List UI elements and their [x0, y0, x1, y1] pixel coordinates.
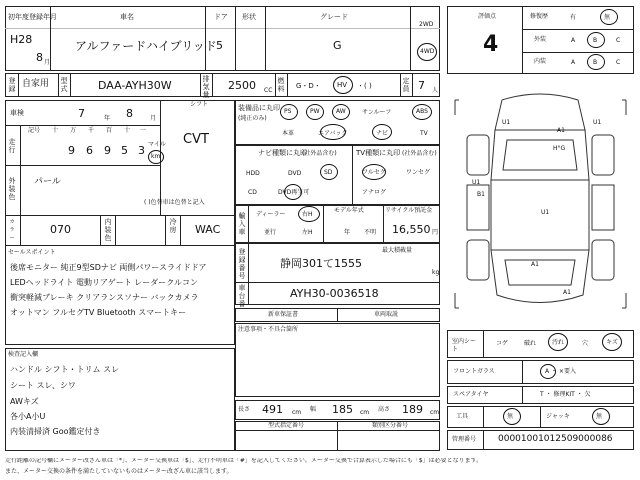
reg-month: 8 [36, 51, 43, 64]
mileage-unit-3: 百 [106, 127, 113, 134]
equipment-label: 装備品に丸印 [238, 104, 280, 112]
width-value: 185 [332, 403, 353, 416]
glass-options: A ・ ×要入 [545, 368, 576, 375]
fuel-options: G・D・ [296, 82, 321, 90]
inspection-month-unit: 月 [150, 115, 157, 122]
recycle-label: リサイクル預託金 [385, 207, 433, 214]
color-code-label: カラー [9, 219, 15, 241]
mileage-digit-2: 9 [104, 144, 111, 157]
tv-oneseg: ワンセグ [406, 169, 431, 176]
length-label: 長さ [238, 406, 251, 413]
eq-pw: PW [310, 108, 320, 115]
seat-burn: コゲ [496, 340, 509, 347]
eq-airbag: エアバック [318, 130, 348, 137]
cc-unit: CC [264, 87, 273, 94]
drive-2wd: 2WD [419, 21, 434, 28]
sales-line-1: 後席モニター 純正9型SDナビ 両側パワースライドドア [10, 263, 207, 272]
displacement-value: 2500 [228, 79, 256, 92]
fuel-other: ・( ) [357, 82, 372, 90]
ext-grade-c: C [616, 37, 621, 44]
capacity-value: 7 [418, 79, 425, 92]
manage-label: 管理番号 [452, 436, 477, 443]
color-code-value: 070 [50, 223, 71, 236]
ext-label: 外装 [534, 36, 547, 43]
tools-label: 工具 [456, 413, 469, 420]
mileage-digit-0: 9 [68, 144, 75, 157]
warranty-new: 新車保証書 [268, 311, 299, 318]
height-label: 高さ [378, 406, 391, 413]
navi-hdd: HDD [246, 170, 260, 177]
height-value: 189 [402, 403, 423, 416]
room-seat-label: 室内シート [452, 338, 477, 353]
car-outline-icon [447, 80, 634, 328]
notes-label: 注意事項・不具合箇所 [238, 326, 299, 333]
mileage-unit-0: 十 [52, 127, 59, 134]
color-value: パール [34, 177, 61, 187]
eq-leather: 本革 [282, 130, 295, 137]
grade-value: G [333, 39, 342, 52]
warranty-manual: 車両取説 [374, 311, 399, 318]
navi-cd: CD [248, 189, 257, 196]
navi-dvd: DVD [288, 170, 302, 177]
height-unit: cm [430, 409, 440, 416]
manage-value: 00001001012509000086 [498, 434, 613, 444]
ac-label: 冷房 [169, 218, 177, 234]
type-no-label: 型式指定番号 [268, 422, 305, 429]
int-grade-b: B [593, 59, 598, 66]
car-name-value: アルファードハイブリッド [75, 39, 217, 53]
damage-label-8: A1 [563, 289, 571, 296]
chassis-value: AYH30-0036518 [290, 287, 379, 300]
model-value: DAA-AYH30W [98, 79, 172, 92]
navi-sd: SD [324, 169, 333, 176]
jack-label: ジャッキ [546, 413, 570, 420]
model-label: 型式 [60, 77, 68, 93]
ext-grade-b: B [593, 37, 598, 44]
doors-label: ドア [214, 13, 228, 21]
inspection-year-unit: 年 [104, 115, 111, 122]
fuel-hv: HV [337, 81, 348, 89]
spare-options: T ・ 修理KIT ・ 欠 [540, 391, 591, 398]
mileage-unit-2: 千 [88, 127, 95, 134]
car-name-label: 車名 [120, 13, 134, 21]
seat-tear: 破れ [524, 340, 537, 347]
color-label: 外装色 [8, 177, 16, 201]
eq-sunroof: サンルーフ [362, 109, 392, 116]
import-right: 右H [302, 211, 313, 218]
model-year-unit: 年 [344, 229, 351, 236]
capacity-label: 定員 [402, 77, 410, 93]
inspector-line-2: シート スレ、シワ [10, 381, 76, 390]
eq-tv: TV [420, 130, 428, 137]
interior-color-label: 内装色 [104, 218, 112, 242]
recycle-unit: 円 [432, 229, 439, 236]
import-dealer: ディーラー [256, 211, 286, 218]
tv-fullseg: フルセグ [362, 169, 386, 176]
damage-label-7: U1 [541, 209, 550, 216]
eq-abs: ABS [416, 108, 428, 115]
persons-unit: 人 [432, 87, 439, 94]
sales-points-label: セールスポイント [8, 249, 56, 256]
shift-value: CVT [183, 132, 209, 147]
reg-month-unit: 月 [44, 59, 51, 66]
repair-yes: 有 [570, 14, 577, 21]
ext-grade-a: A [571, 37, 576, 44]
inspector-line-1: ハンドル シフト・トリム スレ [10, 365, 120, 374]
first-reg-label: 初年度登録年月 [8, 13, 57, 21]
sales-line-3: 衝突軽減ブレーキ クリアランスソナー バックカメラ [10, 293, 199, 302]
reg-year: H28 [10, 33, 33, 46]
ac-value: WAC [195, 223, 221, 236]
eq-aw: AW [336, 108, 346, 115]
fuel-label: 燃料 [277, 77, 285, 93]
sales-line-4: オットマン フルセグTV Bluetooth スマートキー [10, 308, 187, 317]
inspector-line-3: AWキズ [10, 397, 39, 406]
recycle-value: 16,550 [392, 223, 431, 236]
class-no-label: 類別区分番号 [372, 422, 409, 429]
inspection-label: 車検 [10, 109, 24, 117]
color-note: ( )色替車は色替と記入 [144, 199, 205, 206]
registration-label: 登録 [8, 77, 16, 93]
chassis-label: 車台番 [238, 284, 246, 308]
car-damage-diagram [447, 80, 634, 328]
shape-label: 形状 [242, 13, 256, 21]
navi-dvdplay: DVD再生可 [278, 189, 310, 196]
seat-dirt: 汚れ [552, 339, 565, 346]
mileage-unit-4: 十 [124, 127, 131, 134]
mileage-mile: マイル [148, 141, 166, 148]
sales-line-2: LEDヘッドライト 電動リアゲート レーダークルコン [10, 278, 199, 287]
inspector-line-4: 各小A小U [10, 412, 46, 421]
model-year-unknown: 不明 [364, 229, 377, 236]
eq-navi: ナビ [376, 130, 389, 137]
displacement-label: 排気量 [202, 75, 210, 99]
grade-label: グレード [320, 13, 348, 21]
reg-number-value: 静岡301て1555 [280, 257, 362, 270]
tv-label: TV種類に丸印 [356, 149, 401, 157]
repair-no: 無 [604, 14, 611, 21]
tv-analog: アナログ [362, 189, 387, 196]
mileage-unit-1: 万 [70, 127, 77, 134]
int-grade-c: C [616, 59, 621, 66]
damage-label-1: U1 [502, 119, 511, 126]
int-label: 内装 [534, 58, 547, 65]
damage-label-5: U1 [472, 179, 481, 186]
score-label: 評価点 [478, 13, 497, 20]
seat-hole: 穴 [582, 340, 589, 347]
damage-label-4: U1 [593, 119, 602, 126]
int-grade-a: A [571, 59, 576, 66]
mileage-km: km [151, 153, 161, 160]
footer-line-1: 走行距離の記号欄にメーター改ざん車は「*」、メーター交換車は「$」、走行不明車は「#」を記入してください。メーター交換で合算表示した場合にも「$」は必要となります。 [5, 458, 483, 464]
repair-label: 修復歴 [530, 13, 549, 20]
glass-label: フロントガラス [453, 368, 495, 375]
damage-label-2: A1 [557, 127, 565, 134]
score-value: 4 [483, 32, 499, 57]
seat-scratch: キズ [606, 339, 618, 346]
damage-label-3: H°G [553, 145, 566, 152]
inspection-year: 7 [78, 107, 85, 120]
inspector-line-5: 内装清掃済 Goo鑑定付き [10, 427, 101, 436]
max-load-unit: kg [432, 269, 440, 276]
doors-value: 5 [216, 39, 223, 52]
width-unit: cm [360, 409, 370, 416]
import-parallel: 並行 [264, 229, 277, 236]
reg-number-label: 登録番号 [238, 248, 246, 280]
max-load-label: 最大積載量 [382, 247, 413, 254]
drive-4wd: 4WD [420, 48, 435, 55]
width-label: 幅 [310, 406, 317, 413]
use-value: 自家用 [22, 79, 50, 89]
navi-label: ナビ種類に丸印 [258, 149, 307, 157]
tv-sub: (社外品含む) [402, 150, 437, 157]
mileage-label: 走行 [8, 138, 16, 154]
tools-value: 無 [507, 413, 514, 420]
navi-sub: (社外品含む) [302, 150, 337, 157]
spare-label: スペアタイヤ [453, 391, 489, 398]
equipment-sub: (純正のみ) [238, 115, 267, 122]
shift-label: シフト [190, 101, 209, 108]
damage-label-6: B1 [477, 191, 485, 198]
length-unit: cm [292, 409, 302, 416]
damage-label-9: A1 [531, 261, 539, 268]
footer-line-2: また、メーター交換の条件を満たしていないものはメーター改ざん車に該当します。 [5, 468, 233, 475]
mileage-digit-3: 5 [121, 144, 128, 157]
mileage-digit-1: 6 [86, 144, 93, 157]
inspection-month: 8 [126, 107, 133, 120]
eq-ps: PS [284, 108, 292, 115]
mileage-record-label: 記号 [28, 127, 41, 134]
model-year-label: モデル年式 [334, 207, 364, 214]
mileage-digit-4: 3 [138, 144, 145, 157]
notes-box [235, 323, 440, 397]
inspector-label: 検査記入欄 [8, 351, 39, 358]
jack-value: 無 [596, 413, 603, 420]
mileage-unit-5: 一 [140, 127, 147, 134]
length-value: 491 [262, 403, 283, 416]
import-label: 輸入車 [238, 212, 246, 236]
import-left: 左H [302, 229, 313, 236]
